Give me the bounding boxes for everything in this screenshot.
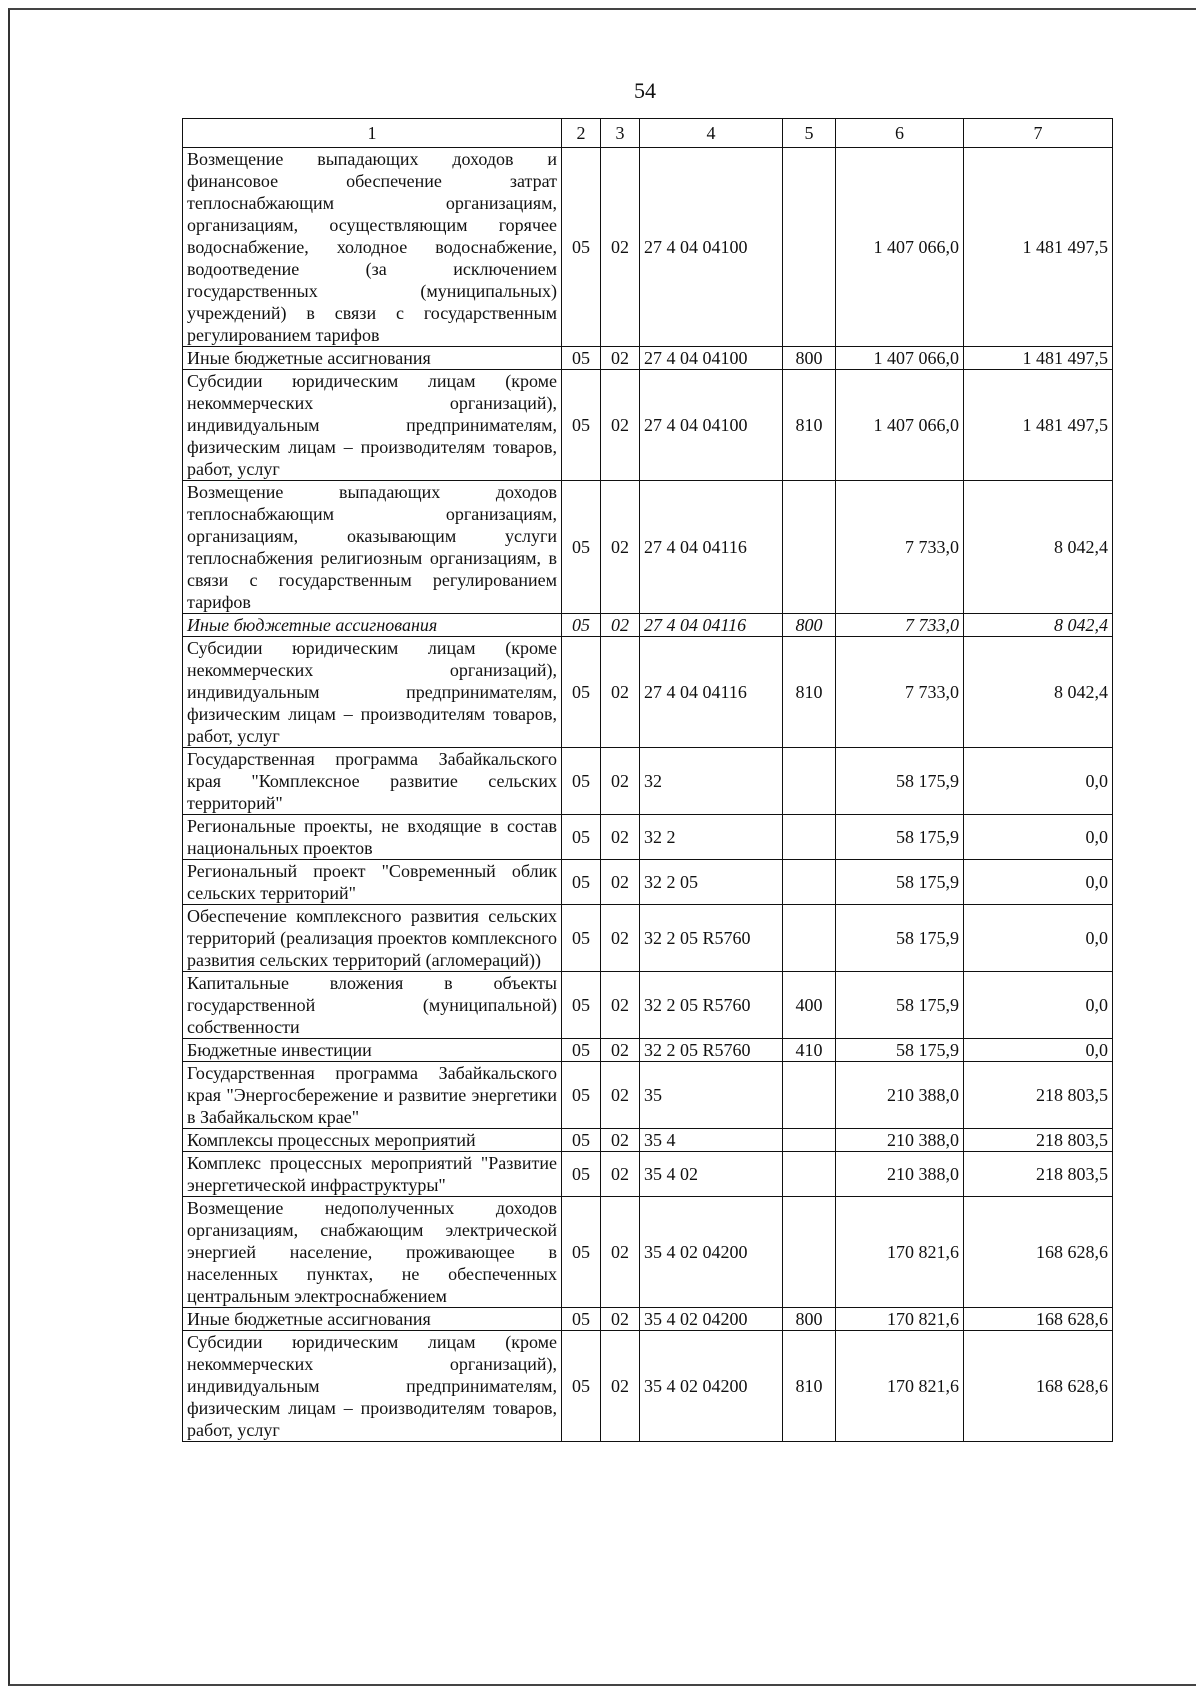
target-article-code: 35 4 <box>640 1129 783 1152</box>
table-row <box>183 815 1113 860</box>
subsection-code: 02 <box>601 1062 640 1129</box>
subsection-code: 02 <box>601 1129 640 1152</box>
section-code: 05 <box>562 1308 601 1331</box>
row-name: Иные бюджетные ассигнования <box>183 614 562 637</box>
page-number: 54 <box>634 78 656 103</box>
amount-year-1: 58 175,9 <box>836 905 964 972</box>
table-row <box>183 972 1113 1039</box>
amount-year-1: 210 388,0 <box>836 1152 964 1197</box>
section-code: 05 <box>562 347 601 370</box>
header-row <box>183 119 1113 148</box>
expense-type-code <box>783 148 836 347</box>
section-code: 05 <box>562 1062 601 1129</box>
column-header: 7 <box>964 119 1113 148</box>
section-code: 05 <box>562 1197 601 1308</box>
amount-year-1: 170 821,6 <box>836 1308 964 1331</box>
subsection-code: 02 <box>601 1331 640 1442</box>
row-name: Бюджетные инвестиции <box>183 1039 562 1062</box>
section-code: 05 <box>562 1039 601 1062</box>
target-article-code: 35 4 02 <box>640 1152 783 1197</box>
subsection-code: 02 <box>601 637 640 748</box>
budget-table <box>182 118 1113 1442</box>
row-name: Государственная программа Забайкальского края "Энергосбережение и развитие энергетики в Забайкальском крае" <box>183 1062 562 1129</box>
target-article-code: 27 4 04 04116 <box>640 637 783 748</box>
expense-type-code <box>783 905 836 972</box>
target-article-code: 32 2 05 <box>640 860 783 905</box>
column-header: 1 <box>183 119 562 148</box>
amount-year-1: 58 175,9 <box>836 860 964 905</box>
amount-year-2: 218 803,5 <box>964 1129 1113 1152</box>
section-code: 05 <box>562 972 601 1039</box>
column-header: 2 <box>562 119 601 148</box>
table-row <box>183 614 1113 637</box>
target-article-code: 35 4 02 04200 <box>640 1308 783 1331</box>
amount-year-2: 8 042,4 <box>964 614 1113 637</box>
subsection-code: 02 <box>601 1152 640 1197</box>
expense-type-code: 810 <box>783 370 836 481</box>
table-row <box>183 860 1113 905</box>
amount-year-2: 0,0 <box>964 748 1113 815</box>
section-code: 05 <box>562 1129 601 1152</box>
table-row <box>183 1197 1113 1308</box>
row-name: Иные бюджетные ассигнования <box>183 1308 562 1331</box>
target-article-code: 32 <box>640 748 783 815</box>
row-name: Субсидии юридическим лицам (кроме некоммерческих организаций), индивидуальным предпринимателям, физическим лицам – производителям товаров, работ, услуг <box>183 637 562 748</box>
section-code: 05 <box>562 815 601 860</box>
table-row <box>183 637 1113 748</box>
target-article-code: 35 <box>640 1062 783 1129</box>
table-row <box>183 481 1113 614</box>
table-row <box>183 148 1113 347</box>
section-code: 05 <box>562 748 601 815</box>
target-article-code: 32 2 05 R5760 <box>640 972 783 1039</box>
table-row <box>183 1331 1113 1442</box>
column-header: 3 <box>601 119 640 148</box>
subsection-code: 02 <box>601 748 640 815</box>
amount-year-1: 210 388,0 <box>836 1062 964 1129</box>
target-article-code: 32 2 05 R5760 <box>640 905 783 972</box>
expense-type-code: 800 <box>783 347 836 370</box>
expense-type-code: 810 <box>783 1331 836 1442</box>
amount-year-2: 0,0 <box>964 972 1113 1039</box>
row-name: Комплексы процессных мероприятий <box>183 1129 562 1152</box>
table-row <box>183 1129 1113 1152</box>
row-name: Субсидии юридическим лицам (кроме некоммерческих организаций), индивидуальным предпринимателям, физическим лицам – производителям товаров, работ, услуг <box>183 370 562 481</box>
amount-year-1: 7 733,0 <box>836 614 964 637</box>
row-name: Субсидии юридическим лицам (кроме некоммерческих организаций), индивидуальным предпринимателям, физическим лицам – производителям товаров, работ, услуг <box>183 1331 562 1442</box>
target-article-code: 27 4 04 04100 <box>640 148 783 347</box>
section-code: 05 <box>562 860 601 905</box>
section-code: 05 <box>562 148 601 347</box>
amount-year-2: 0,0 <box>964 860 1113 905</box>
row-name: Региональный проект "Современный облик сельских территорий" <box>183 860 562 905</box>
amount-year-1: 7 733,0 <box>836 637 964 748</box>
subsection-code: 02 <box>601 1039 640 1062</box>
column-header: 6 <box>836 119 964 148</box>
amount-year-1: 58 175,9 <box>836 972 964 1039</box>
amount-year-2: 168 628,6 <box>964 1331 1113 1442</box>
table-row <box>183 370 1113 481</box>
target-article-code: 35 4 02 04200 <box>640 1197 783 1308</box>
row-name: Капитальные вложения в объекты государственной (муниципальной) собственности <box>183 972 562 1039</box>
subsection-code: 02 <box>601 614 640 637</box>
amount-year-2: 8 042,4 <box>964 481 1113 614</box>
row-name: Региональные проекты, не входящие в состав национальных проектов <box>183 815 562 860</box>
expense-type-code <box>783 1152 836 1197</box>
expense-type-code <box>783 860 836 905</box>
amount-year-2: 8 042,4 <box>964 637 1113 748</box>
expense-type-code: 800 <box>783 614 836 637</box>
subsection-code: 02 <box>601 905 640 972</box>
amount-year-2: 0,0 <box>964 905 1113 972</box>
table-body <box>183 148 1113 1442</box>
expense-type-code <box>783 815 836 860</box>
target-article-code: 32 2 05 R5760 <box>640 1039 783 1062</box>
section-code: 05 <box>562 481 601 614</box>
target-article-code: 35 4 02 04200 <box>640 1331 783 1442</box>
subsection-code: 02 <box>601 347 640 370</box>
amount-year-2: 218 803,5 <box>964 1062 1113 1129</box>
amount-year-2: 218 803,5 <box>964 1152 1113 1197</box>
expense-type-code <box>783 1197 836 1308</box>
section-code: 05 <box>562 637 601 748</box>
amount-year-2: 168 628,6 <box>964 1197 1113 1308</box>
section-code: 05 <box>562 370 601 481</box>
table-row <box>183 748 1113 815</box>
column-header: 5 <box>783 119 836 148</box>
amount-year-1: 1 407 066,0 <box>836 370 964 481</box>
expense-type-code <box>783 1129 836 1152</box>
row-name: Иные бюджетные ассигнования <box>183 347 562 370</box>
expense-type-code <box>783 748 836 815</box>
expense-type-code: 800 <box>783 1308 836 1331</box>
subsection-code: 02 <box>601 860 640 905</box>
row-name: Возмещение выпадающих доходов и финансовое обеспечение затрат теплоснабжающим организациям, организациям, осуществляющим горячее водоснабжение, холодное водоснабжение, водоотведение (за исключением государственных (муниципальных) учреждений) в связи с государственным регулированием тарифов <box>183 148 562 347</box>
amount-year-1: 170 821,6 <box>836 1331 964 1442</box>
amount-year-2: 1 481 497,5 <box>964 370 1113 481</box>
subsection-code: 02 <box>601 370 640 481</box>
table-row <box>183 1308 1113 1331</box>
target-article-code: 27 4 04 04116 <box>640 481 783 614</box>
amount-year-1: 1 407 066,0 <box>836 347 964 370</box>
target-article-code: 32 2 <box>640 815 783 860</box>
subsection-code: 02 <box>601 1197 640 1308</box>
row-name: Возмещение выпадающих доходов теплоснабжающим организациям, организациям, оказывающим услуги теплоснабжения религиозным организациям, в связи с государственным регулированием тарифов <box>183 481 562 614</box>
expense-type-code <box>783 481 836 614</box>
subsection-code: 02 <box>601 815 640 860</box>
amount-year-1: 1 407 066,0 <box>836 148 964 347</box>
amount-year-2: 1 481 497,5 <box>964 148 1113 347</box>
subsection-code: 02 <box>601 972 640 1039</box>
table-row <box>183 1039 1113 1062</box>
amount-year-1: 7 733,0 <box>836 481 964 614</box>
section-code: 05 <box>562 1331 601 1442</box>
section-code: 05 <box>562 905 601 972</box>
target-article-code: 27 4 04 04100 <box>640 370 783 481</box>
row-name: Обеспечение комплексного развития сельских территорий (реализация проектов комплексного развития сельских территорий (агломераций)) <box>183 905 562 972</box>
amount-year-2: 1 481 497,5 <box>964 347 1113 370</box>
amount-year-2: 0,0 <box>964 815 1113 860</box>
row-name: Государственная программа Забайкальского края "Комплексное развитие сельских территорий" <box>183 748 562 815</box>
expense-type-code <box>783 1062 836 1129</box>
row-name: Возмещение недополученных доходов организациям, снабжающим электрической энергией население, проживающее в населенных пунктах, не обеспеченных центральным электроснабжением <box>183 1197 562 1308</box>
section-code: 05 <box>562 614 601 637</box>
amount-year-1: 58 175,9 <box>836 815 964 860</box>
target-article-code: 27 4 04 04100 <box>640 347 783 370</box>
amount-year-1: 170 821,6 <box>836 1197 964 1308</box>
row-name: Комплекс процессных мероприятий "Развитие энергетической инфраструктуры" <box>183 1152 562 1197</box>
amount-year-1: 210 388,0 <box>836 1129 964 1152</box>
table-row <box>183 347 1113 370</box>
section-code: 05 <box>562 1152 601 1197</box>
subsection-code: 02 <box>601 1308 640 1331</box>
amount-year-1: 58 175,9 <box>836 748 964 815</box>
table-row <box>183 1062 1113 1129</box>
expense-type-code: 400 <box>783 972 836 1039</box>
amount-year-2: 0,0 <box>964 1039 1113 1062</box>
subsection-code: 02 <box>601 481 640 614</box>
expense-type-code: 410 <box>783 1039 836 1062</box>
amount-year-1: 58 175,9 <box>836 1039 964 1062</box>
table-row <box>183 1152 1113 1197</box>
expense-type-code: 810 <box>783 637 836 748</box>
subsection-code: 02 <box>601 148 640 347</box>
table-row <box>183 905 1113 972</box>
target-article-code: 27 4 04 04116 <box>640 614 783 637</box>
amount-year-2: 168 628,6 <box>964 1308 1113 1331</box>
column-header: 4 <box>640 119 783 148</box>
